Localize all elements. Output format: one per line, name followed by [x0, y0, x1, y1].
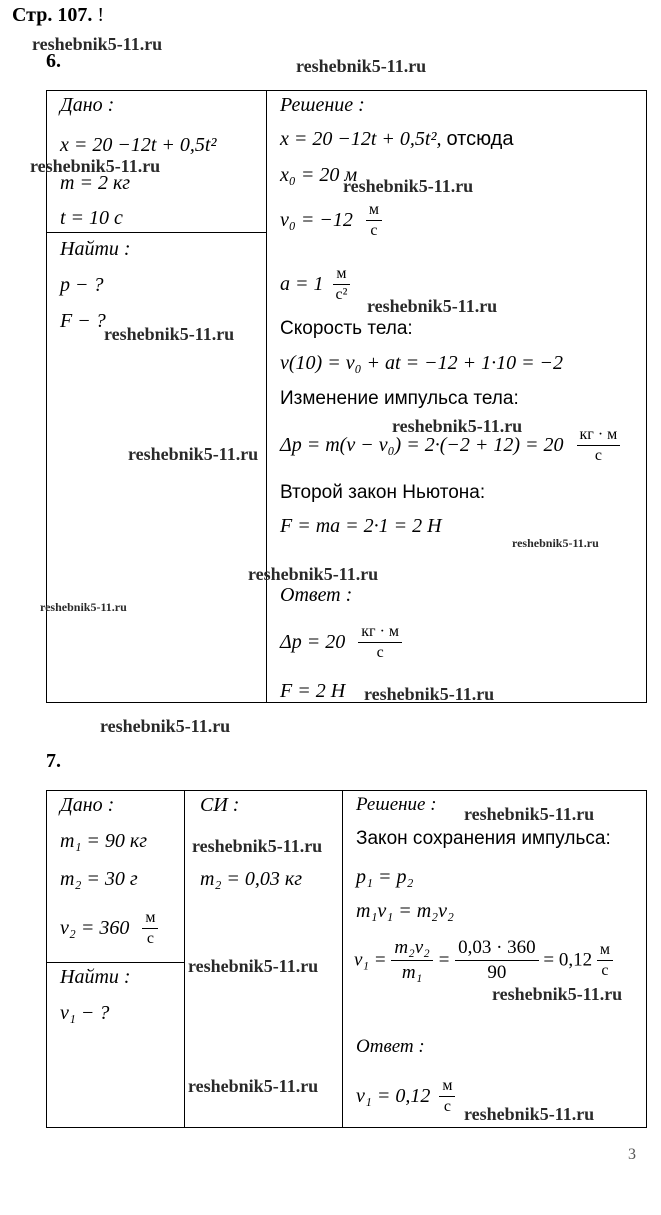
task6-number: 6.	[46, 50, 61, 72]
watermark: reshebnik5-11.ru	[40, 600, 127, 614]
t7-divider-col1	[184, 790, 185, 1128]
t6-given-eq: x = 20 −12t + 0,5t²	[60, 134, 217, 156]
t6-divider-col	[266, 90, 267, 703]
t7-border-bottom	[46, 1127, 647, 1128]
t6-border-right	[646, 90, 647, 703]
t6-newton-eq: F = ma = 2·1 = 2 Н	[280, 515, 442, 537]
watermark: reshebnik5-11.ru	[104, 324, 235, 344]
watermark: reshebnik5-11.ru	[343, 176, 474, 196]
t7-answer-unit-num: м	[439, 1076, 455, 1097]
watermark: reshebnik5-11.ru	[364, 684, 495, 704]
t6-newton-label: Второй закон Ньютона:	[280, 482, 486, 503]
t7-si-m2: m₂ = 0,03 кг	[200, 868, 303, 890]
t6-accel-unit	[333, 264, 351, 305]
watermark: reshebnik5-11.ru	[188, 956, 319, 976]
t6-v0	[280, 200, 382, 241]
t6-solution-eq-main: x = 20 −12t + 0,5t²,	[280, 128, 442, 150]
watermark: reshebnik5-11.ru	[188, 1076, 319, 1096]
t7-eq3-frac1-num: m₂v₂	[391, 936, 432, 961]
t7-answer-unit	[439, 1076, 455, 1117]
watermark: reshebnik5-11.ru	[296, 56, 427, 76]
t6-border-top	[46, 90, 647, 91]
t7-si-header: СИ :	[200, 794, 240, 816]
t7-given-m2: m₂ = 30 г	[60, 868, 138, 890]
t7-eq3-frac2	[455, 936, 539, 985]
watermark: reshebnik5-11.ru	[367, 296, 498, 316]
t6-impulse-unit-num: кг · м	[577, 425, 621, 446]
t6-answer-dp-unit-den: с	[376, 644, 384, 661]
t6-accel-unit-num: м	[333, 264, 351, 285]
watermark: reshebnik5-11.ru	[30, 156, 161, 176]
t7-given-v2-unit-den: с	[146, 930, 154, 947]
t6-accel	[280, 264, 350, 305]
watermark: reshebnik5-11.ru	[392, 416, 523, 436]
t7-given-v2	[60, 908, 158, 949]
t6-impulse-unit-den: с	[594, 447, 602, 464]
watermark: reshebnik5-11.ru	[128, 444, 259, 464]
t7-eq3-frac1-den: m₁	[401, 962, 423, 983]
t7-border-top	[46, 790, 647, 791]
t7-eq3-unit-num: м	[597, 940, 613, 961]
t6-solution-header: Решение :	[280, 94, 365, 116]
watermark: reshebnik5-11.ru	[248, 564, 379, 584]
t7-eq3-eq: =	[437, 949, 451, 971]
t7-find-header: Найти :	[60, 966, 131, 988]
t6-answer-dp	[280, 622, 402, 663]
t6-answer-dp-unit	[358, 622, 402, 663]
t6-impulse-unit	[577, 425, 621, 466]
t7-given-header: Дано :	[60, 794, 115, 816]
t7-divider-row	[46, 962, 185, 963]
watermark: reshebnik5-11.ru	[512, 536, 599, 550]
watermark: reshebnik5-11.ru	[100, 716, 231, 736]
t6-v0-text: v₀ = −12	[280, 209, 353, 231]
watermark: reshebnik5-11.ru	[464, 804, 595, 824]
t7-eq2: m₁v₁ = m₂v₂	[356, 900, 454, 922]
t6-solution-eq-tail: отсюда	[446, 128, 514, 150]
t7-answer	[356, 1076, 455, 1117]
t6-x0: x₀ = 20 м	[280, 164, 358, 186]
t6-v0-unit-den: с	[370, 222, 378, 239]
t6-find-f: F − ?	[60, 310, 106, 332]
t7-answer-text: v₁ = 0,12	[356, 1085, 431, 1107]
t7-solution-header: Решение :	[356, 794, 437, 815]
watermark: reshebnik5-11.ru	[492, 984, 623, 1004]
t6-impulse-label: Изменение импульса тела:	[280, 388, 519, 409]
t6-find-header: Найти :	[60, 238, 131, 260]
t7-eq3	[354, 936, 613, 985]
t7-given-v2-text: v₂ = 360	[60, 917, 130, 939]
t7-eq1: p₁ = p₂	[356, 866, 414, 888]
t7-eq3-result: = 0,12	[543, 949, 593, 971]
t7-eq3-frac2-num: 0,03 · 360	[455, 936, 539, 961]
t7-border-left	[46, 790, 47, 1128]
t7-answer-header: Ответ :	[356, 1036, 425, 1057]
t7-given-v2-unit-num: м	[142, 908, 158, 929]
t7-eq3-frac2-den: 90	[487, 962, 507, 983]
page-title-text: Стр. 107.	[12, 4, 93, 26]
t6-answer-dp-unit-num: кг · м	[358, 622, 402, 643]
t6-answer-dp-text: Δp = 20	[280, 631, 346, 653]
t6-v0-unit-num: м	[366, 200, 382, 221]
t7-answer-unit-den: с	[443, 1098, 451, 1115]
t6-accel-text: a = 1	[280, 273, 324, 295]
page-title	[12, 4, 104, 27]
t7-divider-col2	[342, 790, 343, 1128]
t7-eq3-unit-den: с	[601, 962, 609, 979]
watermark: reshebnik5-11.ru	[32, 34, 163, 54]
t6-answer-f: F = 2 Н	[280, 680, 346, 702]
t6-v0-unit	[366, 200, 382, 241]
t7-given-m1: m₁ = 90 кг	[60, 830, 148, 852]
page-mark: !	[97, 4, 105, 26]
t6-given-mass: m = 2 кг	[60, 172, 131, 194]
t7-given-v2-unit	[142, 908, 158, 949]
t6-solution-eq	[280, 128, 513, 151]
t7-eq3-left: v₁ =	[354, 949, 387, 971]
t7-border-right	[646, 790, 647, 1128]
t6-given-header: Дано :	[60, 94, 115, 116]
t7-find-v1: v₁ − ?	[60, 1002, 110, 1024]
footer-mark: 3	[628, 1146, 636, 1163]
t6-impulse-eq-text: Δp = m(v − v₀) = 2·(−2 + 12) = 20	[280, 434, 564, 456]
t6-speed-label: Скорость тела:	[280, 318, 413, 339]
t6-accel-unit-den: с²	[335, 286, 348, 303]
t6-given-time: t = 10 с	[60, 207, 123, 229]
watermark: reshebnik5-11.ru	[464, 1104, 595, 1124]
t7-eq3-unit	[597, 940, 613, 981]
watermark: reshebnik5-11.ru	[192, 836, 323, 856]
t6-answer-header: Ответ :	[280, 584, 353, 606]
t6-border-bottom	[46, 702, 647, 703]
t6-find-p: p − ?	[60, 274, 104, 296]
t7-eq3-frac1	[391, 936, 432, 985]
task7-number: 7.	[46, 750, 61, 772]
t7-law-label: Закон сохранения импульса:	[356, 828, 611, 849]
t6-divider-row	[46, 232, 267, 233]
t6-speed-eq: v(10) = v₀ + at = −12 + 1·10 = −2	[280, 352, 564, 374]
